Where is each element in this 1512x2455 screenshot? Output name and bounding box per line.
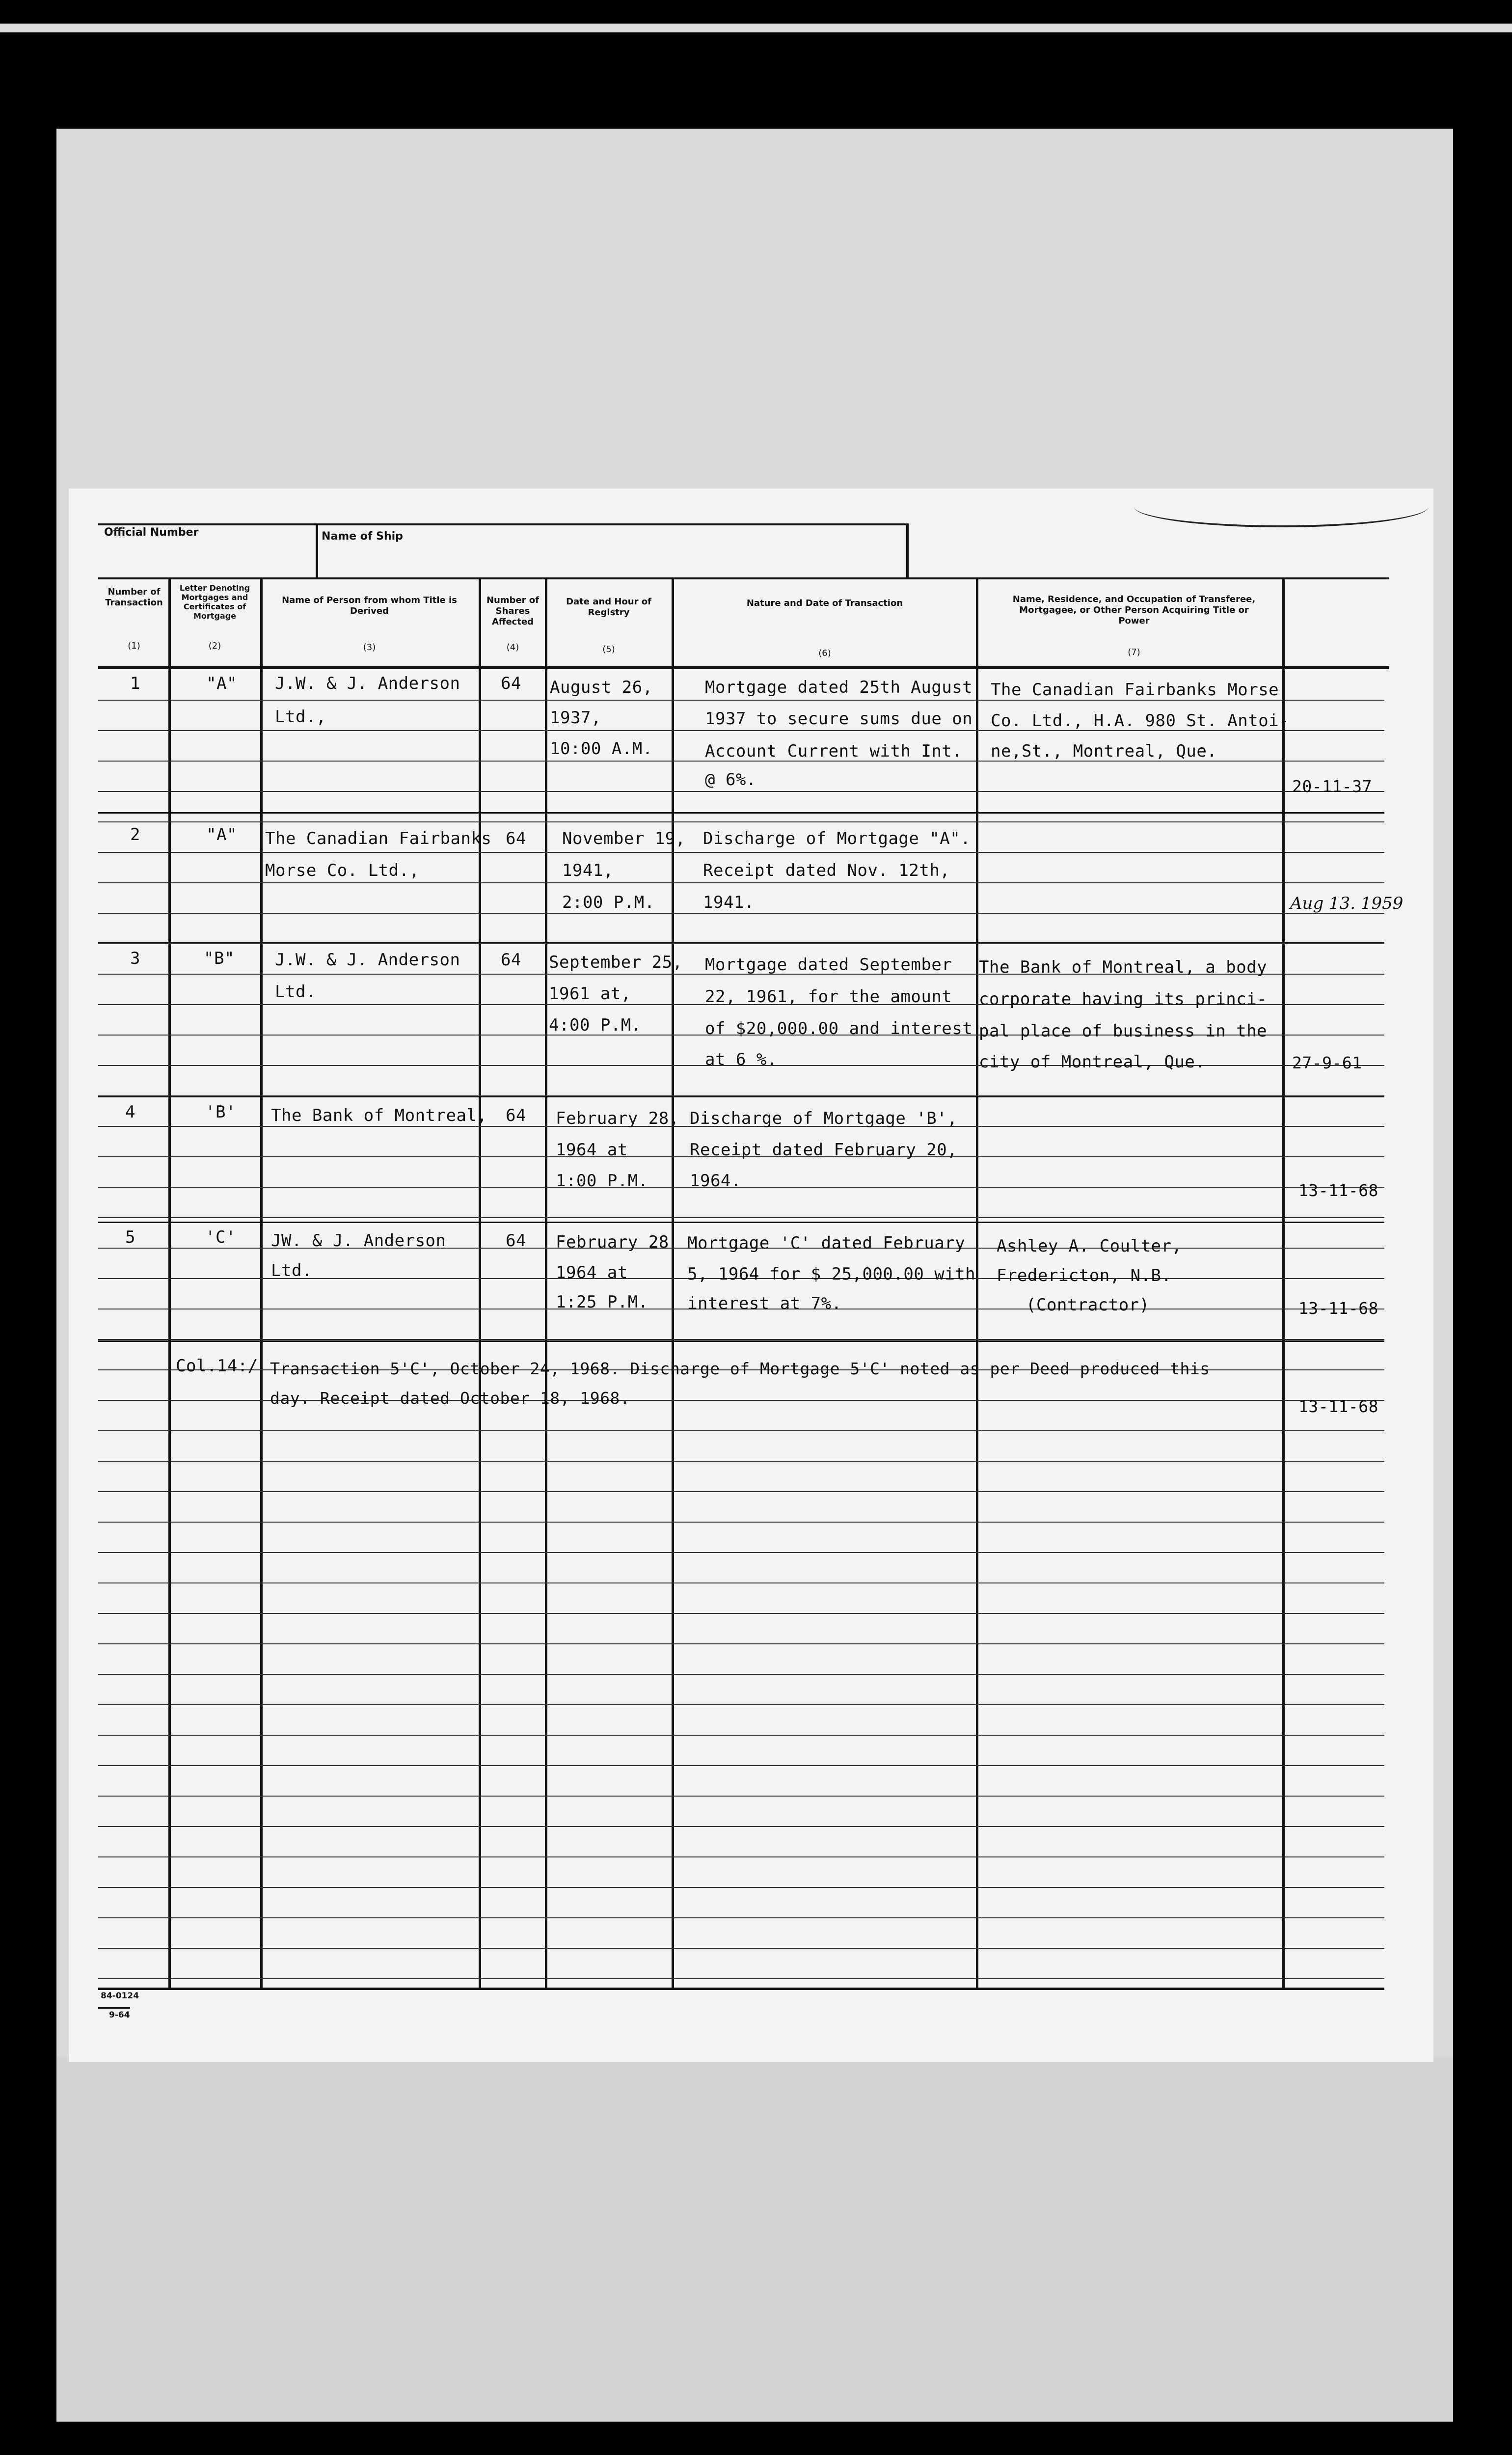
entry-from: J.W. & J. Anderson: [275, 674, 460, 693]
col-line-3: [479, 577, 481, 1989]
entry-date: 2:00 P.M.: [562, 893, 655, 912]
entry-nature: 1937 to secure sums due on: [705, 709, 973, 729]
entry-margin-date: 13-11-68: [1298, 1299, 1378, 1318]
entry-letter: "A": [206, 674, 237, 693]
entry-nature: Discharge of Mortgage "A".: [703, 829, 971, 848]
entry-letter: "B": [204, 949, 235, 968]
entry-nature: Mortgage 'C' dated February: [687, 1233, 966, 1253]
note-line-2: day. Receipt dated October 18, 1968.: [270, 1389, 630, 1408]
entry-transferee: The Canadian Fairbanks Morse: [991, 680, 1279, 700]
paper-curl: [1134, 486, 1429, 527]
film-edge: [0, 24, 1512, 32]
col-line-5: [672, 577, 674, 1989]
entry-nature: @ 6%.: [705, 770, 756, 790]
entry-transferee: corporate having its princi-: [979, 989, 1268, 1009]
ruled-line: [98, 1430, 1384, 1431]
ruled-line: [98, 1978, 1384, 1979]
header-divider: [316, 523, 318, 577]
ruled-line: [98, 1582, 1384, 1583]
entry-transferee: Ashley A. Coulter,: [997, 1236, 1182, 1256]
entry-date: November 19,: [562, 829, 686, 848]
entry-separator-line: [98, 812, 1384, 814]
col5-number: (5): [602, 644, 615, 655]
ruled-line: [98, 1887, 1384, 1888]
ruled-line: [98, 913, 1384, 914]
entry-separator-line: [98, 1096, 1384, 1097]
entry-nature: interest at 7%.: [687, 1294, 842, 1313]
entry-nature: 22, 1961, for the amount: [705, 987, 952, 1007]
ruled-line: [98, 1339, 1384, 1340]
entry-from: Morse Co. Ltd.,: [265, 861, 420, 880]
entry-date: 1964 at: [556, 1140, 628, 1160]
entry-shares: 64: [501, 674, 521, 693]
ruled-line: [98, 1796, 1384, 1797]
note-label: Col.14:/: [176, 1356, 258, 1376]
entry-date: September 25,: [549, 953, 683, 972]
col-line-1: [168, 577, 171, 1989]
ruled-line: [98, 1491, 1384, 1492]
scan-backing-lower: [56, 2057, 1453, 2422]
ruled-line: [98, 1552, 1384, 1553]
entry-letter: 'C': [205, 1228, 236, 1247]
entry-from: JW. & J. Anderson: [271, 1231, 446, 1251]
col-line-4: [545, 577, 547, 1989]
entry-shares: 64: [506, 1231, 526, 1251]
entry-date: 1:25 P.M.: [556, 1292, 648, 1312]
entry-number: 4: [125, 1102, 135, 1122]
entry-from: J.W. & J. Anderson: [275, 950, 460, 970]
entry-transferee: Fredericton, N.B.: [997, 1266, 1172, 1285]
ruled-line: [98, 1765, 1384, 1766]
entry-from: Ltd.: [275, 982, 316, 1002]
entry-date: 1961 at,: [549, 984, 631, 1004]
ruled-line: [98, 1461, 1384, 1462]
ruled-line: [98, 821, 1384, 822]
entry-date: 1941,: [562, 861, 614, 880]
ruled-line: [98, 1674, 1384, 1675]
entry-letter: "A": [206, 825, 237, 845]
entry-separator-line: [98, 942, 1384, 943]
entry-transferee: ne,St., Montreal, Que.: [991, 741, 1217, 761]
ruled-line: [98, 1856, 1384, 1857]
col4-heading: Number of Shares Affected: [486, 595, 540, 627]
entry-transferee: Co. Ltd., H.A. 980 St. Antoi-: [991, 711, 1290, 731]
entry-nature: of $20,000.00 and interest: [705, 1019, 973, 1038]
entry-transferee: The Bank of Montreal, a body: [979, 957, 1268, 977]
form-number: 84-0124: [101, 1991, 139, 2001]
ruled-line: [98, 1917, 1384, 1918]
entry-date: February 28: [556, 1232, 669, 1252]
entry-from: Ltd.,: [275, 707, 326, 727]
entry-letter: 'B': [205, 1102, 236, 1122]
entry-date: 1964 at: [556, 1263, 628, 1282]
ruled-line: [98, 1613, 1384, 1614]
ruled-line: [98, 943, 1384, 944]
form-date: 9-64: [109, 2010, 130, 2020]
col-line-7: [1282, 577, 1285, 1989]
entry-shares: 64: [506, 829, 526, 848]
entry-nature: Account Current with Int.: [705, 741, 963, 761]
note-line-1: Transaction 5'C', October 24, 1968. Discharge of Mortgage 5'C' noted as per Deed produced this: [270, 1359, 1210, 1378]
header-right-edge: [906, 523, 909, 577]
entry-nature: at 6 %.: [705, 1050, 777, 1069]
entry-transferee: (Contractor): [1026, 1295, 1150, 1315]
heading-bottom-line: [98, 666, 1389, 669]
entry-number: 5: [125, 1228, 135, 1247]
entry-shares: 64: [501, 950, 521, 970]
entry-date: 1937,: [550, 708, 601, 728]
col1-number: (1): [128, 641, 140, 651]
ruled-line: [98, 882, 1384, 883]
entry-transferee: city of Montreal, Que.: [979, 1052, 1206, 1072]
entry-nature: Receipt dated Nov. 12th,: [703, 861, 950, 880]
ruled-line: [98, 852, 1384, 853]
entry-margin-date: 20-11-37: [1292, 777, 1372, 796]
col2-heading: Letter Denoting Mortgages and Certificates of Mortgage: [179, 583, 250, 621]
col-line-6: [976, 577, 978, 1989]
entry-nature: 1941.: [703, 893, 755, 912]
entry-separator-line: [98, 1222, 1384, 1223]
entry-from: The Canadian Fairbanks: [265, 829, 492, 848]
ruled-line: [98, 1217, 1384, 1218]
entry-separator-line: [98, 1340, 1384, 1342]
entry-margin-date: 13-11-68: [1298, 1181, 1378, 1200]
ruled-line: [98, 1826, 1384, 1827]
form-number-rule: [98, 2007, 130, 2009]
header-top-line: [98, 523, 908, 525]
ruled-line: [98, 700, 1384, 701]
name-of-ship-label: Name of Ship: [322, 530, 403, 543]
entry-nature: Receipt dated February 20,: [690, 1140, 958, 1160]
col-line-2: [260, 577, 263, 1989]
entry-margin-date: 27-9-61: [1292, 1053, 1362, 1072]
entry-from: Ltd.: [271, 1261, 312, 1281]
ruled-line: [98, 1522, 1384, 1523]
ruled-line: [98, 1704, 1384, 1705]
entry-nature: Discharge of Mortgage 'B',: [690, 1109, 958, 1128]
entry-date: 1:00 P.M.: [556, 1171, 648, 1191]
entry-number: 3: [130, 949, 140, 968]
entry-shares: 64: [506, 1106, 526, 1125]
ruled-line: [98, 791, 1384, 792]
entry-from: The Bank of Montreal,: [271, 1106, 487, 1125]
col7-number: (7): [1128, 647, 1140, 657]
col1-heading: Number of Transaction: [105, 587, 163, 608]
entry-nature: 1964.: [690, 1171, 741, 1191]
entry-nature: Mortgage dated 25th August: [705, 678, 973, 697]
col3-number: (3): [363, 642, 376, 653]
col6-heading: Nature and Date of Transaction: [746, 598, 903, 608]
entry-number: 1: [130, 674, 140, 693]
col6-number: (6): [818, 648, 831, 658]
entry-date: August 26,: [550, 678, 653, 697]
ruled-line: [98, 1643, 1384, 1644]
entry-nature: 5, 1964 for $ 25,000.00 with: [687, 1264, 976, 1284]
ruled-line: [98, 1187, 1384, 1188]
note-margin-date: 13-11-68: [1298, 1397, 1378, 1416]
entry-date: 10:00 A.M.: [550, 739, 653, 759]
col3-heading: Name of Person from whom Title is Derived: [282, 595, 457, 616]
table-bottom-line: [98, 1988, 1384, 1990]
entry-margin-handwritten: Aug 13. 1959: [1290, 894, 1404, 913]
col7-heading: Name, Residence, and Occupation of Transferee, Mortgagee, or Other Person Acquiring Title or Power: [1012, 594, 1256, 626]
entry-date: February 28,: [556, 1109, 679, 1128]
heading-top-line: [98, 577, 1389, 579]
entry-transferee: pal place of business in the: [979, 1021, 1268, 1041]
col5-heading: Date and Hour of Registry: [566, 597, 651, 618]
ruled-line: [98, 1735, 1384, 1736]
col4-number: (4): [506, 642, 519, 653]
ruled-line: [98, 1948, 1384, 1949]
entry-nature: Mortgage dated September: [705, 955, 952, 975]
col2-number: (2): [208, 641, 221, 651]
entry-number: 2: [130, 825, 140, 845]
entry-date: 4:00 P.M.: [549, 1015, 642, 1035]
official-number-label: Official Number: [104, 526, 199, 539]
